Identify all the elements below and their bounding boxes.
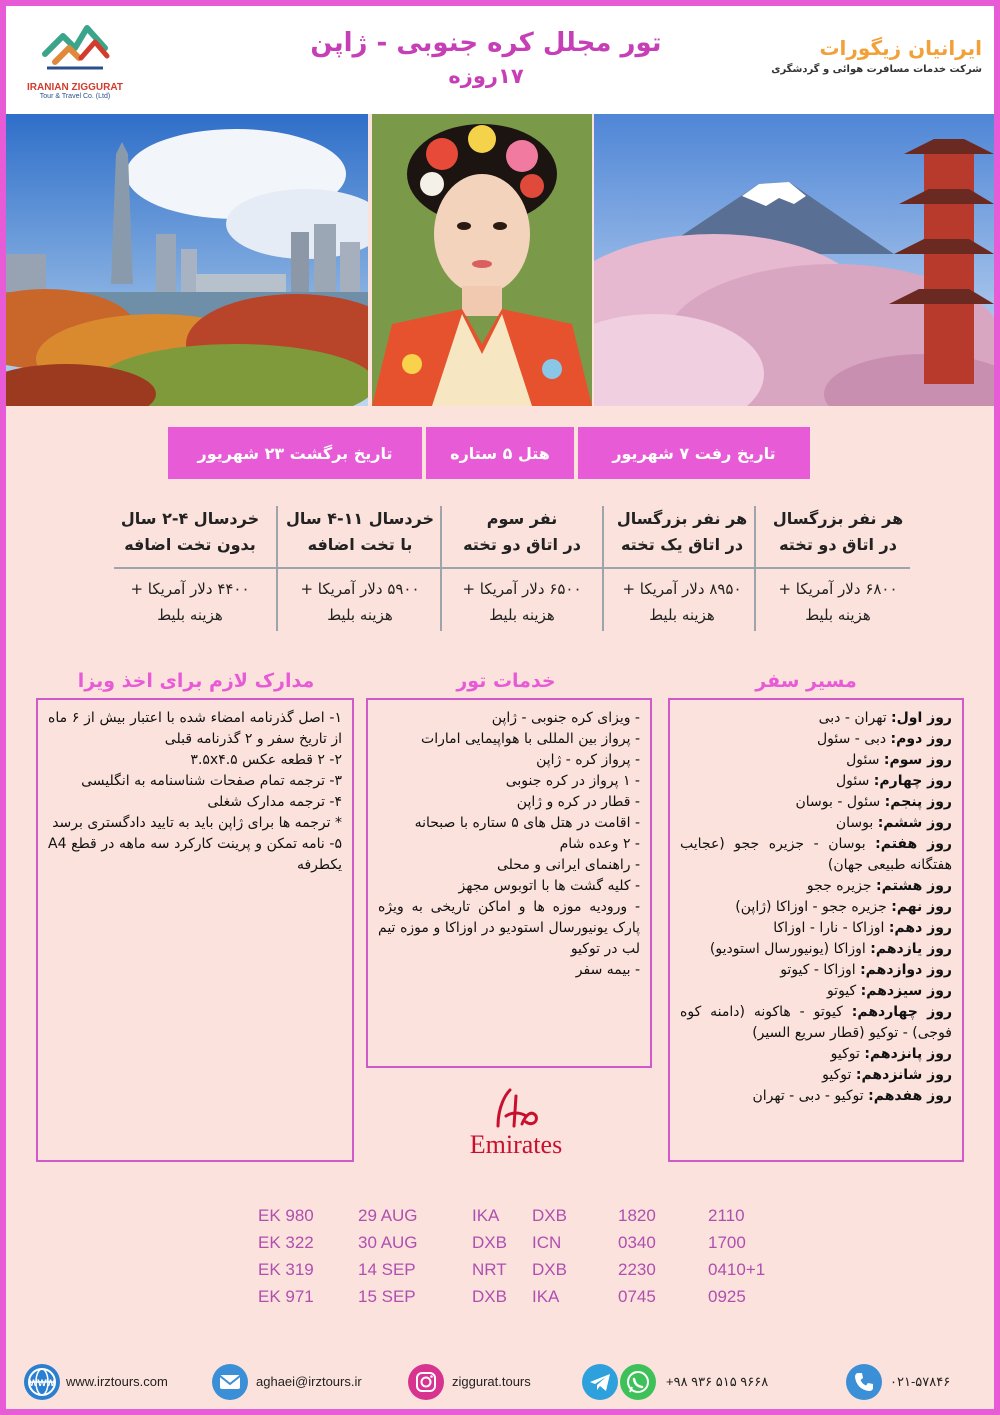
price-column-divider [276, 506, 278, 631]
itinerary-day-text: کیوتو - هاکونه (دامنه کوه فوجی) - توکیو (قطار سریع السیر) [680, 1004, 952, 1041]
service-item: - راهنمای ایرانی و محلی [497, 857, 640, 873]
flight-from: DXB [472, 1233, 507, 1252]
itinerary-day-text: بوسان [835, 815, 878, 831]
logo-sub-text: Tour & Travel Co. (Ltd) [39, 93, 111, 100]
flight-dep: 0745 [618, 1287, 656, 1306]
itinerary-day-label: روز پانزدهم: [864, 1046, 952, 1062]
price-amount: ۵۹۰۰ دلار آمریکا + [300, 580, 420, 598]
flight-arr: 0410+1 [708, 1260, 766, 1279]
flight-dep: 0340 [618, 1233, 656, 1252]
emirates-arabic-calligraphy-icon [486, 1086, 546, 1130]
price-note: هزینه بلیط [157, 606, 223, 624]
document-item: ۲- ۲ قطعه عکس ۳.۵x۴.۵ [190, 752, 342, 768]
www-label: WWW [29, 1378, 55, 1388]
price-header [446, 506, 598, 564]
itinerary-day-text: توکیو [822, 1067, 856, 1083]
price-header-line: نفر سوم [486, 509, 558, 528]
service-item: - ۱ پرواز در کره جنوبی [505, 773, 640, 789]
itinerary-day [680, 918, 952, 939]
tour-duration: ۱۷روزه [448, 64, 524, 88]
flight-from: NRT [472, 1260, 507, 1279]
logo-brand-text: IRANIAN ZIGGURAT [27, 82, 123, 93]
flight-row [250, 1287, 810, 1314]
services-list [378, 708, 640, 981]
itinerary-day-label: روز هفتم: [875, 836, 952, 852]
itinerary-box [668, 698, 964, 1162]
itinerary-day-label: روز اول: [891, 710, 952, 726]
itinerary-day-text: دبی - سئول [816, 731, 891, 747]
itinerary-title: مسیر سفر [755, 670, 857, 692]
ziggurat-logo-icon [35, 14, 115, 76]
flight-arr: 2110 [708, 1206, 745, 1225]
emirates-wordmark: Emirates [469, 1130, 563, 1159]
price-value [762, 576, 914, 628]
service-item: - بیمه سفر [575, 962, 640, 978]
price-header-line: بدون تخت اضافه [124, 535, 256, 554]
price-header-line: هر نفر بزرگسال [616, 509, 748, 528]
itinerary-day-label: روز دهم: [888, 920, 952, 936]
itinerary-day [680, 897, 952, 918]
itinerary-day-label: روز پنجم: [884, 794, 952, 810]
flight-dep: 1820 [618, 1206, 656, 1225]
mobile-number[interactable]: +۹۸ ۹۳۶ ۵۱۵ ۹۶۶۸ [666, 1374, 769, 1389]
itinerary-day-label: روز شانزدهم: [855, 1067, 952, 1083]
price-column-child-no-bed [114, 506, 266, 624]
itinerary-day-label: روز سیزدهم: [860, 983, 952, 999]
price-column-divider [440, 506, 442, 631]
price-value [606, 576, 758, 628]
company-block [771, 36, 982, 75]
office-phone[interactable]: ۰۲۱-۵۷۸۴۶ [890, 1374, 951, 1389]
document-item: ۵- نامه تمکن و پرینت کارکرد سه ماهه در قطع A4 یکطرفه [48, 836, 342, 873]
itinerary-list [680, 708, 952, 1107]
price-header-line: در اتاق یک تخته [620, 535, 744, 554]
service-item: - ورودیه موزه ها و اماکن تاریخی به ویژه پارک یونیورسال استودیو در اوزاکا و موزه تیم لب در توکیو [378, 899, 640, 957]
whatsapp-icon [620, 1364, 656, 1400]
website-link[interactable]: www.irztours.com [66, 1374, 168, 1389]
itinerary-day [680, 771, 952, 792]
itinerary-day-text: بوسان - جزیره ججو (عجایب هفتگانه طبیعی جهان) [680, 836, 952, 873]
document-item: ۱- اصل گذرنامه امضاء شده با اعتبار بیش از ۶ ماه از تاریخ سفر و ۲ گذرنامه قبلی [48, 710, 342, 747]
flight-row [250, 1233, 810, 1260]
itinerary-day [680, 981, 952, 1002]
telegram-icon [582, 1364, 618, 1400]
itinerary-day-label: روز ششم: [877, 815, 952, 831]
flight-to: IKA [532, 1287, 560, 1306]
mount-fuji-pagoda-photo [594, 114, 994, 406]
price-header-line: خردسال ۴-۲ سال [120, 509, 260, 528]
itinerary-day-text: توکیو - دبی - تهران [752, 1088, 869, 1104]
itinerary-day [680, 750, 952, 771]
service-item: - ۲ وعده شام [559, 836, 640, 852]
globe-icon [24, 1364, 60, 1400]
itinerary-day-text: توکیو [830, 1046, 865, 1062]
price-value [114, 576, 266, 628]
flight-date: 30 AUG [358, 1233, 418, 1252]
price-amount: ۴۴۰۰ دلار آمریکا + [130, 580, 250, 598]
itinerary-day [680, 1044, 952, 1065]
itinerary-day-label: روز هشتم: [876, 878, 952, 894]
flight-date: 29 AUG [358, 1206, 418, 1225]
return-date-badge: تاریخ برگشت ۲۳ شهریور [168, 427, 422, 479]
price-amount: ۶۵۰۰ دلار آمریکا + [462, 580, 582, 598]
flight-dep: 2230 [618, 1260, 656, 1279]
ziggurat-logo [20, 14, 130, 109]
price-note: هزینه بلیط [327, 606, 393, 624]
service-item: - ویزای کره جنوبی - ژاپن [491, 710, 640, 726]
price-note: هزینه بلیط [649, 606, 715, 624]
service-item: - اقامت در هتل های ۵ ستاره با صبحانه [414, 815, 640, 831]
flight-from: DXB [472, 1287, 507, 1306]
itinerary-day-text: اوزاکا (یونیورسال استودیو) [709, 941, 871, 957]
price-amount: ۸۹۵۰ دلار آمریکا + [622, 580, 742, 598]
service-item: - پرواز کره - ژاپن [536, 752, 640, 768]
itinerary-day-text: جزیره ججو - اوزاکا (ژاپن) [735, 899, 892, 915]
flight-arr: 0925 [708, 1287, 746, 1306]
hotel-badge: هتل ۵ ستاره [426, 427, 574, 479]
itinerary-day-label: روز دوازدهم: [860, 962, 952, 978]
itinerary-day-label: روز نهم: [891, 899, 952, 915]
service-item: - کلیه گشت ها با اتوبوس مجهز [458, 878, 640, 894]
itinerary-day-label: روز چهاردهم: [851, 1004, 952, 1020]
service-item: - پرواز بین المللی با هواپیمایی امارات [421, 731, 640, 747]
email-link[interactable]: aghaei@irztours.ir [256, 1374, 362, 1389]
price-column-divider [602, 506, 604, 631]
itinerary-day-label: روز سوم: [883, 752, 952, 768]
price-header-line: در اتاق دو تخته [463, 535, 581, 554]
itinerary-day-label: روز یازدهم: [870, 941, 952, 957]
flight-flight: EK 971 [258, 1287, 314, 1306]
itinerary-day [680, 834, 952, 876]
flight-flight: EK 322 [258, 1233, 314, 1252]
flight-row [250, 1260, 810, 1287]
title-block [266, 28, 706, 88]
emirates-logo [446, 1086, 586, 1160]
itinerary-day-label: روز هفدهم: [868, 1088, 952, 1104]
phone-icon [846, 1364, 882, 1400]
email-icon [212, 1364, 248, 1400]
itinerary-day [680, 729, 952, 750]
itinerary-day-text: اوزاکا - کیوتو [780, 962, 861, 978]
itinerary-day [680, 813, 952, 834]
price-column-child-with-bed [284, 506, 436, 624]
services-title: خدمات تور [456, 670, 556, 692]
price-column-adult-double [762, 506, 914, 624]
itinerary-day-label: روز دوم: [890, 731, 952, 747]
itinerary-day-text: کیوتو [826, 983, 861, 999]
itinerary-day-label: روز چهارم: [873, 773, 952, 789]
price-header-line: در اتاق دو تخته [779, 535, 897, 554]
flight-row [250, 1206, 810, 1233]
price-header [114, 506, 266, 564]
flight-schedule [250, 1206, 810, 1314]
price-header [284, 506, 436, 564]
instagram-icon [408, 1364, 444, 1400]
itinerary-day [680, 1086, 952, 1107]
price-header-line: هر نفر بزرگسال [772, 509, 904, 528]
page-title: تور مجلل کره جنوبی - ژاپن [310, 28, 662, 58]
document-item: ۴- ترجمه مدارک شغلی [207, 794, 342, 810]
price-value [284, 576, 436, 628]
itinerary-day [680, 876, 952, 897]
price-header-line: با تخت اضافه [307, 535, 413, 554]
itinerary-day [680, 708, 952, 729]
itinerary-day-text: اوزاکا - نارا - اوزاکا [773, 920, 889, 936]
flight-to: DXB [532, 1260, 567, 1279]
price-column-third-person [446, 506, 598, 624]
price-table-divider [114, 567, 910, 569]
price-header [606, 506, 758, 564]
document-item: * ترجمه ها برای ژاپن باید به تایید دادگستری برسد [52, 815, 342, 831]
company-name: ایرانیان زیگورات [819, 36, 982, 60]
flight-date: 15 SEP [358, 1287, 416, 1306]
services-box [366, 698, 652, 1068]
itinerary-day-text: سئول [835, 773, 874, 789]
departure-date-badge: تاریخ رفت ۷ شهریور [578, 427, 810, 479]
itinerary-day-text: سئول [846, 752, 884, 768]
price-value [446, 576, 598, 628]
flight-from: IKA [472, 1206, 500, 1225]
price-amount: ۶۸۰۰ دلار آمریکا + [778, 580, 898, 598]
price-header-line: خردسال ۱۱-۴ سال [285, 509, 435, 528]
documents-title: مدارک لازم برای اخذ ویزا [77, 670, 315, 692]
seoul-skyline-photo [6, 114, 368, 406]
header [6, 6, 994, 114]
flight-to: ICN [532, 1233, 562, 1252]
flight-flight: EK 980 [258, 1206, 314, 1225]
itinerary-day-text: سئول - بوسان [795, 794, 885, 810]
company-tagline: شرکت خدمات مسافرت هوائی و گردشگری [771, 64, 982, 75]
document-item: ۳- ترجمه تمام صفحات شناسنامه به انگلیسی [81, 773, 342, 789]
itinerary-day-text: تهران - دبی [818, 710, 892, 726]
service-item: - قطار در کره و ژاپن [516, 794, 640, 810]
itinerary-day [680, 960, 952, 981]
itinerary-day [680, 792, 952, 813]
price-note: هزینه بلیط [805, 606, 871, 624]
itinerary-day-text: جزیره ججو [806, 878, 877, 894]
itinerary-day [680, 939, 952, 960]
instagram-link[interactable]: ziggurat.tours [452, 1374, 531, 1389]
flight-date: 14 SEP [358, 1260, 416, 1279]
itinerary-day [680, 1065, 952, 1086]
price-column-adult-single [606, 506, 758, 624]
brochure-page [6, 6, 994, 1409]
itinerary-day [680, 1002, 952, 1044]
photo-strip [6, 114, 994, 406]
flight-to: DXB [532, 1206, 567, 1225]
contact-footer [6, 1358, 994, 1408]
flight-flight: EK 319 [258, 1260, 314, 1279]
documents-box [36, 698, 354, 1162]
japanese-woman-photo [372, 114, 592, 406]
documents-list [48, 708, 342, 876]
price-note: هزینه بلیط [489, 606, 555, 624]
price-header [762, 506, 914, 564]
flight-arr: 1700 [708, 1233, 746, 1252]
